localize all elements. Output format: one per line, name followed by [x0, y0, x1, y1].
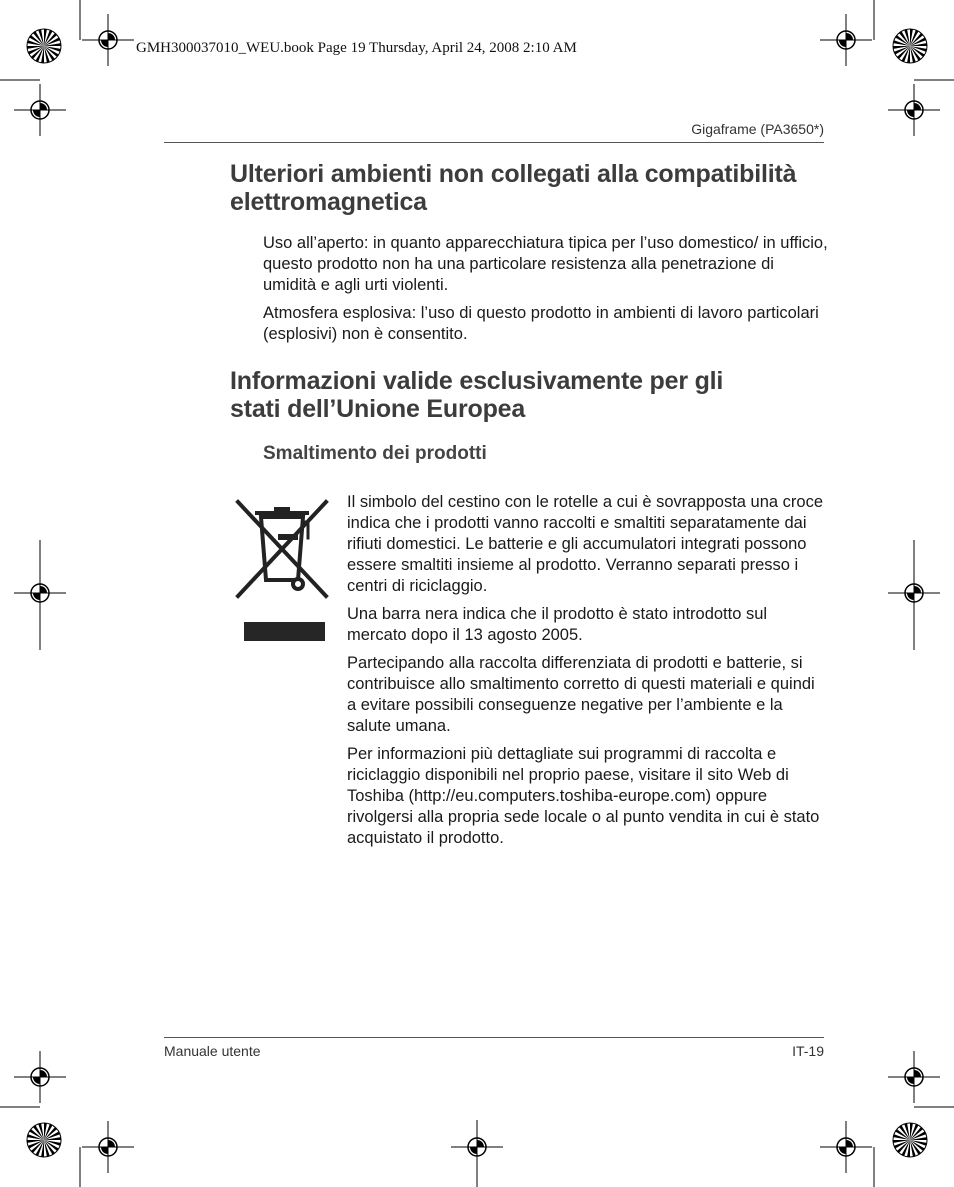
section2-title-line2: stati dell’Unione Europea [230, 395, 526, 423]
section1-title-line2: elettromagnetica [230, 188, 427, 216]
section2-paragraph-more-info: Per informazioni più dettagliate sui programmi di raccolta e riciclaggio disponibili nel proprio paese, visitare il sito Web di Toshiba (http://eu.computers.toshiba-europe.com) oppure rivolgersi alla propria sede locale o al punto vendita in cui è stato acquistato il prodotto. [347, 745, 820, 847]
section1-paragraph-explosive: Atmosfera esplosiva: l’uso di questo prodotto in ambienti di lavoro particolari (esplosivi) non è consentito. [263, 304, 819, 343]
section1-title-line1: Ulteriori ambienti non collegati alla compatibilità [230, 160, 797, 188]
section2-paragraph-black-bar: Una barra nera indica che il prodotto è stato introdotto sul mercato dopo il 13 agosto 2005. [347, 605, 768, 644]
section1-paragraph-outdoor: Uso all’aperto: in quanto apparecchiatura tipica per l’uso domestico/ in ufficio, questo prodotto non ha una particolare resistenza alla penetrazione di umidità e agli urti violenti. [263, 234, 828, 294]
section2-title-line1: Informazioni valide esclusivamente per gli [230, 367, 724, 395]
footer-manual-title: Manuale utente [164, 1043, 261, 1059]
section2-subtitle: Smaltimento dei prodotti [263, 443, 487, 464]
running-head: Gigaframe (PA3650*) [691, 121, 824, 137]
footer-page-number: IT-19 [792, 1043, 824, 1059]
section2-paragraph-symbol: Il simbolo del cestino con le rotelle a cui è sovrapposta una croce indica che i prodotti vanno raccolti e smaltiti separatamente dai rifiuti domestici. Le batterie e gli accumulatori integrati possono essere smaltiti insieme al prodotto. Verranno separati presso i centri di riciclaggio. [347, 493, 824, 595]
print-slug-line: GMH300037010_WEU.book Page 19 Thursday, April 24, 2008 2:10 AM [136, 40, 577, 56]
section2-paragraph-collection: Partecipando alla raccolta differenziata di prodotti e batterie, si contribuisce allo smaltimento corretto di questi materiali e quindi a evitare possibili conseguenze negative per l’ambiente e la salute umana. [347, 654, 815, 735]
